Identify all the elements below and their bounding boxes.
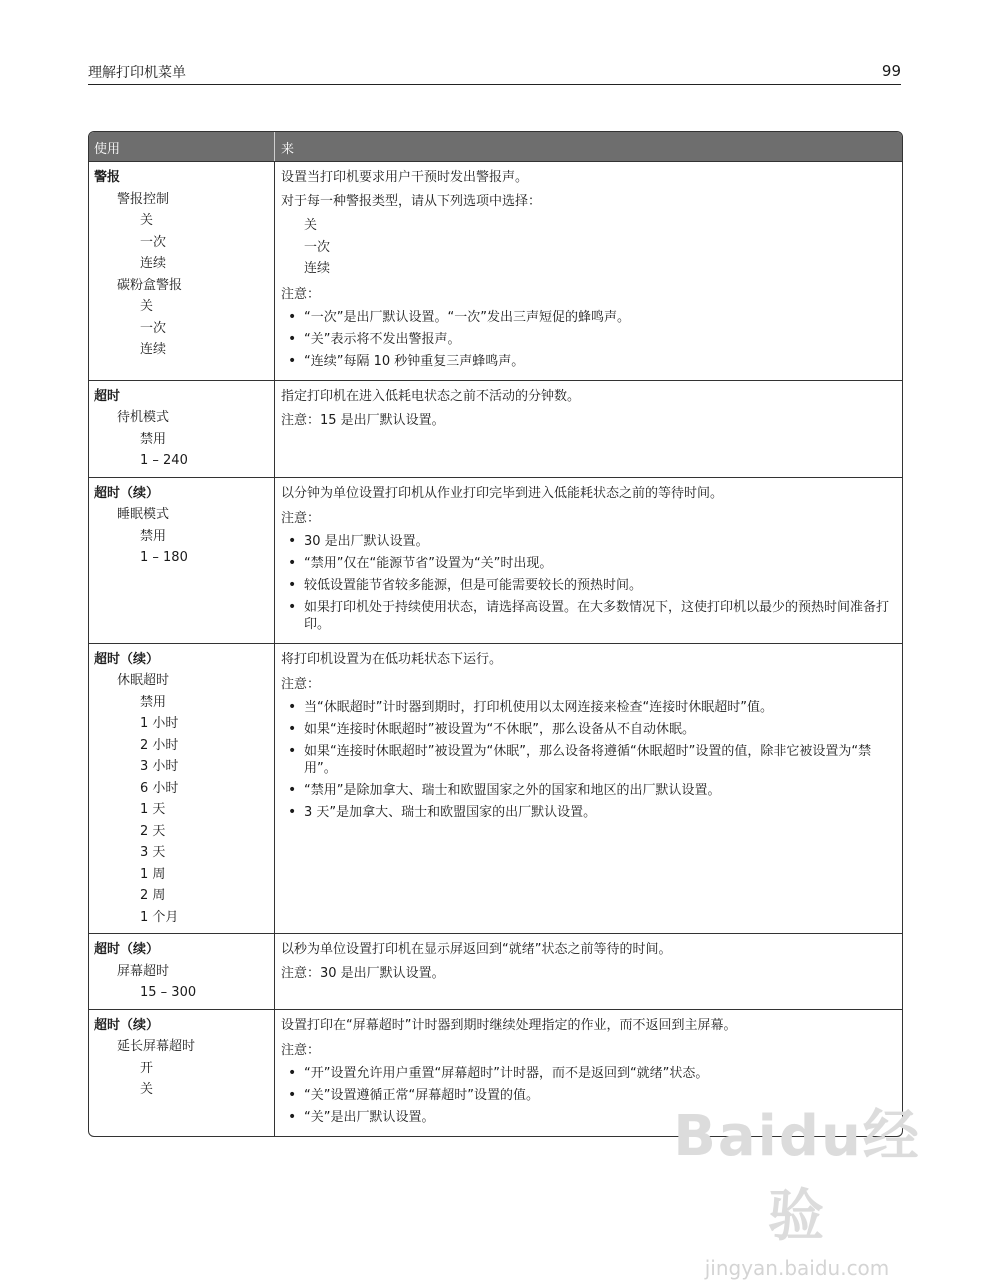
menu-option: 连续 (140, 342, 167, 357)
menu-option: 3 天 (140, 845, 166, 860)
column-header-use: 使用 (89, 132, 275, 161)
table-body (89, 161, 902, 1136)
menu-option: 关 (140, 1082, 154, 1097)
note-bullet: • 较低设置能节省较多能源，但是可能需要较长的预热时间。 (281, 577, 896, 594)
menu-item: 睡眠模式 (117, 507, 170, 522)
description-text: 注意：15 是出厂默认设置。 (281, 412, 445, 428)
description-text: 以秒为单位设置打印机在显示屏返回到“就绪”状态之前等待的时间。 (281, 942, 672, 957)
note-label: 注意： (281, 510, 321, 526)
page-title: 理解打印机菜单 (88, 65, 186, 81)
menu-path-cell (89, 1010, 275, 1136)
table-header (89, 132, 902, 161)
menu-table (88, 131, 903, 1137)
note-bullet: • 如果打印机处于持续使用状态，请选择高设置。在大多数情况下，这使打印机以最少的预热时间准备打印。 (281, 599, 896, 633)
table-row (89, 477, 902, 643)
menu-item: 延长屏幕超时 (117, 1039, 196, 1054)
table-row (89, 161, 902, 380)
note-bullet: • 30 是出厂默认设置。 (281, 533, 896, 550)
note-bullet: • 3 天”是加拿大、瑞士和欧盟国家的出厂默认设置。 (281, 804, 896, 821)
note-bullet: • 如果“连接时休眠超时”被设置为“不休眠”，那么设备从不自动休眠。 (281, 721, 896, 738)
column-header-to: 来 (281, 142, 295, 157)
note-bullet: • “开”设置允许用户重置“屏幕超时”计时器，而不是返回到“就绪”状态。 (281, 1065, 896, 1082)
page-header (88, 62, 901, 85)
description-text: 对于每一种警报类型，请从下列选项中选择： (281, 194, 542, 209)
menu-path-cell (89, 162, 275, 380)
menu-option: 2 周 (140, 888, 166, 903)
menu-option: 1 小时 (140, 716, 179, 731)
description-text: 将打印机设置为在低功耗状态下运行。 (281, 651, 503, 667)
menu-option: 关 (140, 213, 154, 228)
description-text: 注意：30 是出厂默认设置。 (281, 966, 445, 981)
menu-path-cell (89, 381, 275, 477)
watermark-logo: Baidu经验 (673, 1104, 921, 1249)
note-label: 注意： (281, 1042, 321, 1058)
note-label: 注意： (281, 676, 321, 692)
menu-option: 1 – 180 (140, 550, 188, 565)
menu-item: 屏幕超时 (117, 963, 170, 979)
table-row (89, 643, 902, 934)
description-text: 以分钟为单位设置打印机从作业打印完毕到进入低能耗状态之前的等待时间。 (281, 485, 724, 501)
page-number: 99 (881, 62, 901, 80)
menu-option: 1 天 (140, 802, 166, 817)
option-value: 一次 (304, 239, 331, 255)
note-label: 注意： (281, 286, 321, 302)
option-value: 连续 (304, 261, 331, 276)
menu-item: 休眠超时 (117, 673, 170, 688)
menu-path-cell (89, 934, 275, 1009)
note-bullet: • 如果“连接时休眠超时”被设置为“休眠”，那么设备将遵循“休眠超时”设置的值，除非它被设置为“禁用”。 (281, 743, 896, 777)
note-bullet: • “关”设置遵循正常“屏幕超时”设置的值。 (281, 1087, 896, 1104)
note-bullet: • “一次”是出厂默认设置。“一次”发出三声短促的蜂鸣声。 (281, 309, 896, 326)
menu-option: 一次 (140, 320, 167, 336)
note-list (281, 533, 896, 633)
menu-option: 1 周 (140, 866, 166, 882)
note-bullet: • “关”表示将不发出警报声。 (281, 331, 896, 348)
menu-item: 待机模式 (117, 410, 170, 425)
description-text: 设置当打印机要求用户干预时发出警报声。 (281, 170, 529, 185)
table-row (89, 933, 902, 1009)
menu-option: 禁用 (140, 431, 167, 447)
menu-heading: 超时 (94, 388, 121, 404)
menu-path-cell (89, 644, 275, 934)
note-bullet: • “关”是出厂默认设置。 (281, 1109, 896, 1126)
menu-option: 禁用 (140, 694, 167, 710)
menu-option: 1 – 240 (140, 453, 188, 468)
menu-option: 1 个月 (140, 909, 179, 925)
note-list (281, 699, 896, 821)
menu-option: 6 小时 (140, 780, 179, 796)
description-cell (275, 934, 902, 1009)
menu-option: 2 天 (140, 823, 166, 839)
description-cell (275, 478, 902, 643)
watermark-url: jingyan.baidu.com (704, 1256, 890, 1280)
table-row (89, 380, 902, 477)
menu-option: 2 小时 (140, 737, 179, 753)
description-cell (275, 381, 902, 477)
description-cell (275, 162, 902, 380)
menu-heading: 警报 (94, 170, 121, 185)
menu-heading: 超时（续） (94, 651, 160, 667)
menu-item: 警报控制 (117, 191, 170, 207)
menu-option: 关 (140, 299, 154, 314)
description-text: 指定打印机在进入低耗电状态之前不活动的分钟数。 (281, 388, 581, 404)
menu-option: 一次 (140, 234, 167, 250)
description-text: 设置打印在“屏幕超时”计时器到期时继续处理指定的作业，而不返回到主屏幕。 (281, 1017, 737, 1033)
menu-heading: 超时（续） (94, 1017, 160, 1033)
menu-option: 3 小时 (140, 759, 179, 774)
note-list (281, 309, 896, 370)
menu-option: 禁用 (140, 528, 167, 544)
menu-path-cell (89, 478, 275, 643)
note-bullet: • “连续”每隔 10 秒钟重复三声蜂鸣声。 (281, 353, 896, 370)
menu-heading: 超时（续） (94, 942, 160, 957)
menu-option: 15 – 300 (140, 985, 197, 1000)
menu-item: 碳粉盒警报 (117, 277, 183, 293)
note-bullet: • “禁用”是除加拿大、瑞士和欧盟国家之外的国家和地区的出厂默认设置。 (281, 782, 896, 799)
menu-option: 开 (140, 1060, 154, 1076)
note-bullet: • “禁用”仅在“能源节省”设置为“关”时出现。 (281, 555, 896, 572)
menu-heading: 超时（续） (94, 485, 160, 501)
description-cell (275, 644, 902, 934)
option-value: 关 (304, 218, 318, 233)
note-bullet: • 当“休眠超时”计时器到期时，打印机使用以太网连接来检查“连接时休眠超时”值。 (281, 699, 896, 716)
watermark (647, 1092, 947, 1280)
menu-option: 连续 (140, 256, 167, 271)
